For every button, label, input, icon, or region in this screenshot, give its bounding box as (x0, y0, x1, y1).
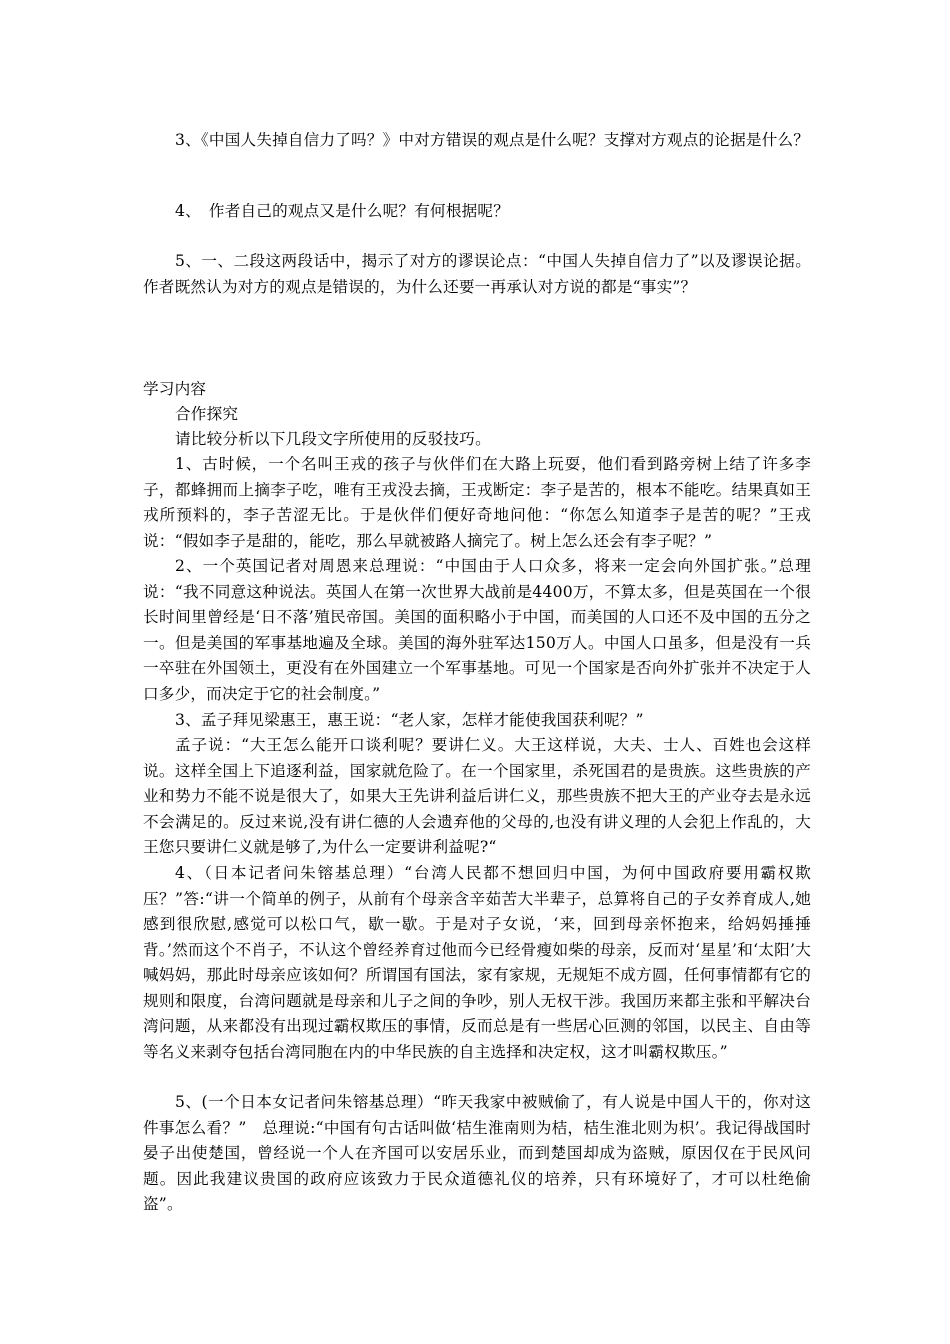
case-1-paragraph: 1、古时候，一个名叫王戎的孩子与伙伴们在大路上玩耍，他们看到路旁树上结了许多李子，都蜂拥而上摘李子吃，唯有王戎没去摘，王戎断定：李子是苦的，根本不能吃。结果真如王戎所预料的，李子苦涩无比。于是伙伴们便好奇地问他：“你怎么知道李子是苦的呢？”王戎说：“假如李子是甜的，能吃，那么早就被路人摘完了。树上怎么还会有李子呢？” (143, 455, 811, 550)
section-subheading: 合作探究 (175, 405, 239, 423)
case-3-question: 3、孟子拜见梁惠王，惠王说：“老人家，怎样才能使我国获利呢？” (175, 711, 644, 729)
case-5-paragraph: 5、(一个日本女记者问朱镕基总理）“昨天我家中被贼偷了，有人说是中国人干的，你对这件事怎么看？” 总理说:“中国有句古话叫做‘桔生淮南则为桔，桔生淮北则为枳’。我记得战国时晏子出使楚国，曾经说一个人在齐国可以安居乐业，而到楚国却成为盗贼，原因仅在于民风问题。因此我建议贵国的政府应该致力于民众道德礼仪的培养，只有环境好了，才可以杜绝偷盗”。 (143, 1093, 811, 1213)
case-2-paragraph: 2、一个英国记者对周恩来总理说：“中国由于人口众多，将来一定会向外国扩张。”总理说：“我不同意这种说法。英国人在第一次世界大战前是4400万，不算太多，但是英国在一个很长时间里曾经是‘日不落’殖民帝国。美国的面积略小于中国，而美国的人口还不及中国的五分之一。但是美国的军事基地遍及全球。美国的海外驻军达150万人。中国人口虽多，但是没有一兵一卒驻在外国领土，更没有在外国建立一个军事基地。可见一个国家是否向外扩张并不决定于人口多少，而决定于它的社会制度。” (143, 557, 811, 703)
case-3-answer: 孟子说：“大王怎么能开口谈利呢？要讲仁义。大王这样说，大夫、士人、百姓也会这样说。这样全国上下追逐利益，国家就危险了。在一个国家里，杀死国君的是贵族。这些贵族的产业和势力不能不说是很大了，如果大王先讲利益后讲仁义，那些贵族不把大王的产业夺去是永远不会满足的。反过来说,没有讲仁德的人会遗弃他的父母的,也没有讲义理的人会犯上作乱的，大王您只要讲仁义就是够了,为什么一定要讲利益呢?“ (143, 736, 811, 856)
question-3: 3、《中国人失掉自信力了吗？》中对方错误的观点是什么呢？支撑对方观点的论据是什么？ (175, 131, 810, 149)
section-intro: 请比较分析以下几段文字所使用的反驳技巧。 (175, 430, 491, 448)
question-4: 4、 作者自己的观点又是什么呢？有何根据呢？ (175, 202, 509, 220)
section-heading: 学习内容 (143, 380, 207, 398)
question-5: 5、一、二段这两段话中，揭示了对方的谬误论点：“中国人失掉自信力了”以及谬误论据。作者既然认为对方的观点是错误的，为什么还要一再承认对方说的都是“事实”？ (143, 252, 811, 296)
case-4-paragraph: 4、（日本记者问朱镕基总理）“台湾人民都不想回归中国，为何中国政府要用霸权欺压？”答:“讲一个简单的例子，从前有个母亲含辛茹苦大半辈子，总算将自己的子女养育成人,她感到很欣慰,感觉可以松口气，歇一歇。于是对子女说，‘来，回到母亲怀抱来，给妈妈捶捶背。’然而这个不肖子，不认这个曾经养育过他而今已经骨瘦如柴的母亲，反而对‘星星’和‘太阳’大喊妈妈，那此时母亲应该如何？所谓国有国法，家有家规，无规矩不成方圆，任何事情都有它的规则和限度，台湾问题就是母亲和儿子之间的争吵，别人无权干涉。我国历来都主张和平解决台湾问题，从来都没有出现过霸权欺压的事情，反而总是有一些居心叵测的邻国，以民主、自由等等名义来剥夺包括台湾同胞在内的中华民族的自主选择和决定权，这才叫霸权欺压。” (143, 864, 811, 1061)
